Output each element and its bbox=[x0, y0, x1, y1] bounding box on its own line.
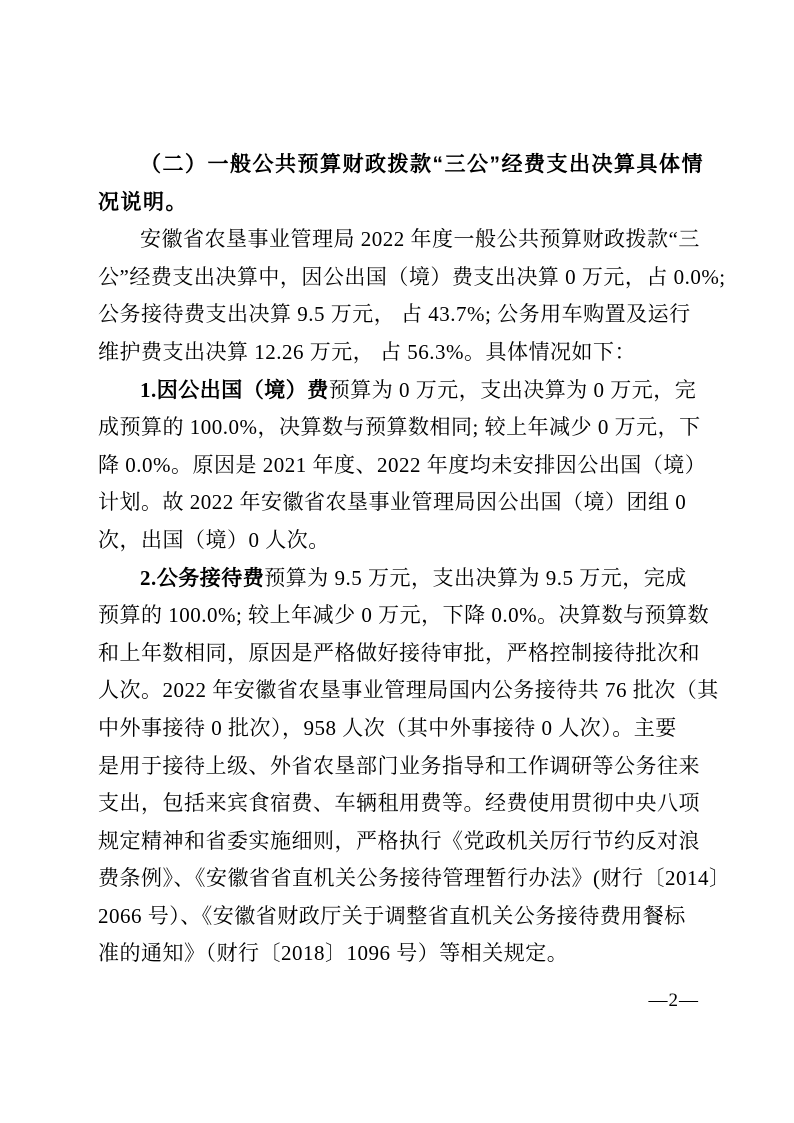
document-body bbox=[98, 146, 731, 973]
item2-paragraph-line: 2066 号）、《安徽省财政厅关于调整省直机关公务接待费用餐标 bbox=[98, 903, 686, 928]
intro-paragraph-line: 公”经费支出决算中，因公出国（境）费支出决算 0 万元，占 0.0%; bbox=[98, 264, 726, 289]
item2-paragraph-line: 费条例》、《安徽省省直机关公务接待管理暂行办法》(财行〔2014〕 bbox=[98, 866, 731, 891]
item2-paragraph-line: 支出，包括来宾食宿费、车辆租用费等。经费使用贯彻中央八项 bbox=[98, 791, 700, 816]
intro-paragraph-line: 安徽省农垦事业管理局 2022 年度一般公共预算财政拨款“三 bbox=[140, 227, 700, 252]
item2-paragraph-line: 规定精神和省委实施细则，严格执行《党政机关厉行节约反对浪 bbox=[98, 828, 700, 853]
item2-first-line-text: 预算为 9.5 万元，支出决算为 9.5 万元，完成 bbox=[264, 565, 687, 590]
item2-paragraph-line: 准的通知》（财行〔2018〕1096 号）等相关规定。 bbox=[98, 941, 569, 966]
item2-paragraph-line: 和上年数相同，原因是严格做好接待审批，严格控制接待批次和 bbox=[98, 640, 700, 665]
intro-paragraph-line: 维护费支出决算 12.26 万元， 占 56.3%。具体情况如下： bbox=[98, 339, 636, 364]
section-heading-line-1: （二）一般公共预算财政拨款“三公”经费支出决算具体情 bbox=[140, 153, 704, 176]
item2-paragraph-line: 预算的 100.0%; 较上年减少 0 万元，下降 0.0%。决算数与预算数 bbox=[98, 603, 710, 628]
item1-paragraph-line bbox=[98, 372, 712, 410]
item1-paragraph-line: 降 0.0%。原因是 2021 年度、2022 年度均未安排因公出国（境） bbox=[98, 452, 707, 477]
item2-paragraph-line: 中外事接待 0 批次），958 人次（其中外事接待 0 人次）。主要 bbox=[98, 715, 677, 740]
item2-lead-label: 2.公务接待费 bbox=[140, 565, 265, 590]
item2-paragraph-line bbox=[98, 560, 712, 598]
page-number: —2— bbox=[648, 990, 699, 1011]
item1-paragraph-line: 计划。故 2022 年安徽省农垦事业管理局因公出国（境）团组 0 bbox=[98, 490, 687, 515]
item2-paragraph-line: 人次。2022 年安徽省农垦事业管理局国内公务接待共 76 批次（其 bbox=[98, 678, 719, 703]
intro-paragraph-line: 公务接待费支出决算 9.5 万元， 占 43.7%; 公务用车购置及运行 bbox=[98, 302, 691, 327]
item1-first-line-text: 预算为 0 万元，支出决算为 0 万元，完 bbox=[328, 377, 697, 402]
item1-lead-label: 1.因公出国（境）费 bbox=[140, 377, 329, 402]
item1-paragraph-line: 次，出国（境）0 人次。 bbox=[98, 527, 330, 552]
section-heading-line-2: 况说明。 bbox=[98, 190, 188, 214]
item2-paragraph-line: 是用于接待上级、外省农垦部门业务指导和工作调研等公务往来 bbox=[98, 753, 700, 778]
item1-paragraph-line: 成预算的 100.0%，决算数与预算数相同; 较上年减少 0 万元，下 bbox=[98, 415, 701, 440]
